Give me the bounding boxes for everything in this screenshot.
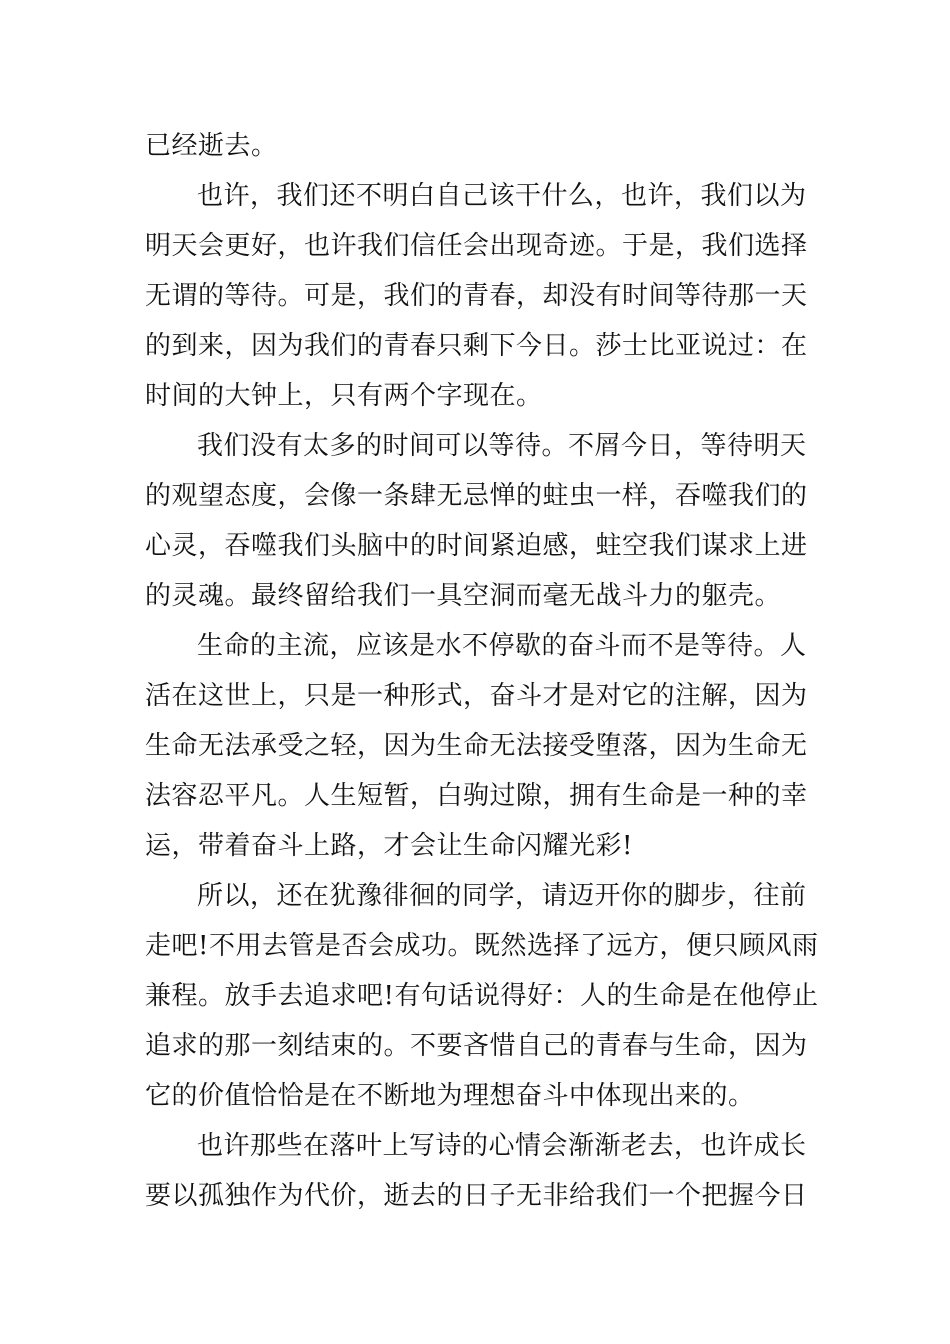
text-line: 生命的主流，应该是水不停歇的奋斗而不是等待。人: [197, 631, 807, 661]
paragraph-3: [145, 421, 810, 621]
text-line: 明天会更好，也许我们信任会出现奇迹。于是，我们选择: [145, 231, 808, 261]
text-line: 的灵魂。最终留给我们一具空洞而毫无战斗力的躯壳。: [145, 581, 782, 611]
text-line: 它的价值恰恰是在不断地为理想奋斗中体现出来的。: [145, 1081, 755, 1111]
paragraph-2: [145, 171, 810, 421]
text-line: 运，带着奋斗上路，才会让生命闪耀光彩!: [145, 831, 633, 861]
text-line: 也许那些在落叶上写诗的心情会渐渐老去，也许成长: [197, 1131, 807, 1161]
body-text: [145, 121, 819, 1221]
text-line: 活在这世上，只是一种形式，奋斗才是对它的注解，因为: [145, 681, 808, 711]
text-line: 也许，我们还不明白自己该干什么，也许，我们以为: [197, 181, 807, 211]
text-line: 追求的那一刻结束的。不要吝惜自己的青春与生命，因为: [145, 1031, 808, 1061]
text-line: 所以，还在犹豫徘徊的同学，请迈开你的脚步，往前: [197, 881, 807, 911]
text-line: 心灵，吞噬我们头脑中的时间紧迫感，蛀空我们谋求上进: [145, 531, 808, 561]
paragraph-4: [145, 621, 810, 871]
text-line: 走吧!不用去管是否会成功。既然选择了远方，便只顾风雨: [145, 931, 819, 961]
text-line: 的到来，因为我们的青春只剩下今日。莎士比亚说过：在: [145, 331, 808, 361]
text-line: 无谓的等待。可是，我们的青春，却没有时间等待那一天: [145, 281, 808, 311]
text-line: 要以孤独作为代价，逝去的日子无非给我们一个把握今日: [145, 1181, 808, 1211]
text-line: 生命无法承受之轻，因为生命无法接受堕落，因为生命无: [145, 731, 808, 761]
paragraph-5: [145, 871, 819, 1121]
text-line: 兼程。放手去追求吧!有句话说得好：人的生命是在他停止: [145, 981, 819, 1011]
text-line: 我们没有太多的时间可以等待。不屑今日，等待明天: [197, 431, 807, 461]
paragraph-6: [145, 1121, 810, 1221]
text-line: 已经逝去。: [145, 131, 278, 161]
text-line: 法容忍平凡。人生短暂，白驹过隙，拥有生命是一种的幸: [145, 781, 808, 811]
text-line: 时间的大钟上，只有两个字现在。: [145, 381, 543, 411]
text-line: 的观望态度，会像一条肆无忌惮的蛀虫一样，吞噬我们的: [145, 481, 808, 511]
paragraph-1: [145, 121, 810, 171]
